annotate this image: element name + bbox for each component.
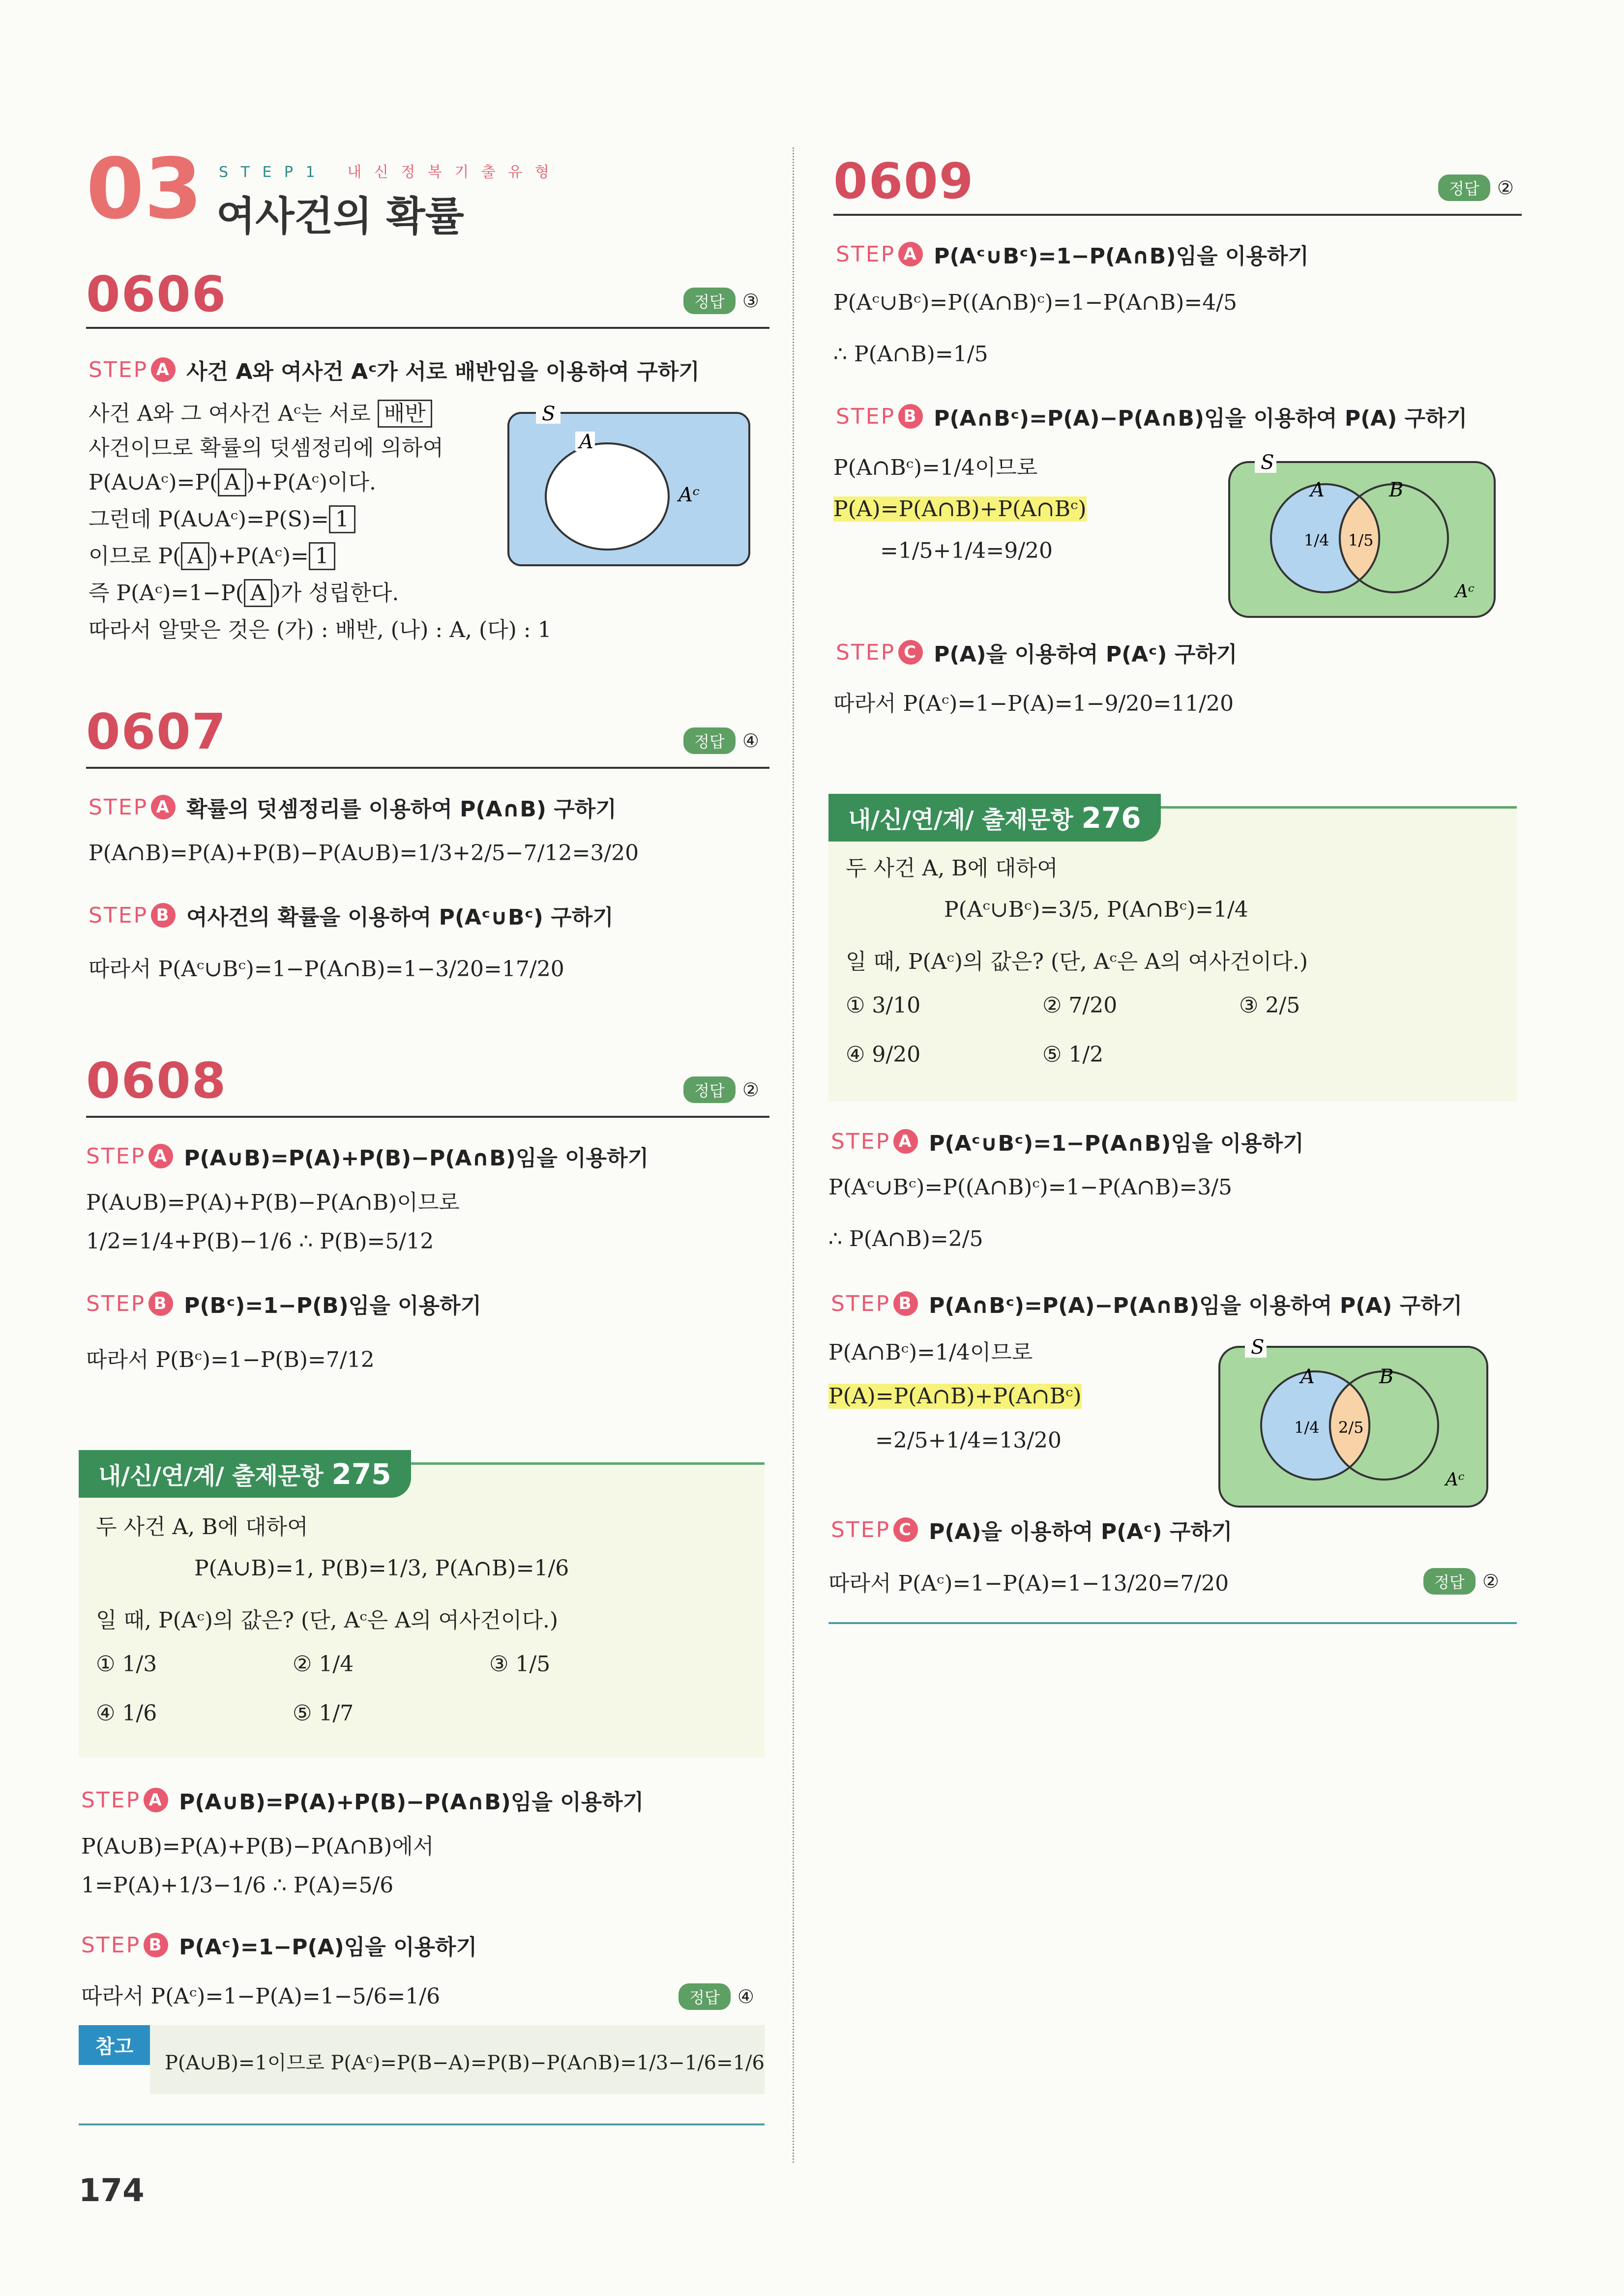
note-text-275: P(A∪B)=1이므로 P(Aᶜ)=P(B−A)=P(B)−P(A∩B)=1/3−1/6=1/6 [165, 2052, 765, 2074]
line-0609-a2: ∴ P(A∩B)=1/5 [833, 342, 988, 367]
step-label [219, 160, 553, 181]
choice-275-1[interactable]: ① 1/3 [96, 1652, 157, 1677]
venn-label-s: S [1261, 451, 1274, 474]
step-badge: STEP B [831, 1291, 918, 1316]
choice-275-2[interactable]: ② 1/4 [293, 1652, 354, 1677]
line-275-a2: 1=P(A)+1/3−1/6 ∴ P(A)=5/6 [81, 1873, 394, 1898]
step-badge: STEP A [81, 1788, 168, 1813]
step-text: 확률의 덧셈정리를 이용하여 P(A∩B) 구하기 [186, 797, 617, 822]
step-text: 사건 A와 여사건 Aᶜ가 서로 배반임을 이용하여 구하기 [186, 359, 700, 384]
step-text: P(Aᶜ∪Bᶜ)=1−P(A∩B)임을 이용하기 [934, 244, 1309, 269]
q-276-2: P(Aᶜ∪Bᶜ)=3/5, P(A∩Bᶜ)=1/4 [944, 897, 1248, 922]
venn-label-b: B [1389, 479, 1404, 501]
venn-label-a: A [579, 431, 593, 453]
line-0608-a2: 1/2=1/4+P(B)−1/6 ∴ P(B)=5/12 [86, 1229, 434, 1254]
chapter-number: 03 [86, 141, 203, 238]
line-0606-2: 사건이므로 확률의 덧셈정리에 의하여 [89, 436, 444, 461]
step-b-0607 [89, 900, 614, 931]
bottom-rule-right [828, 1622, 1517, 1624]
answer-value: ② [1482, 1570, 1499, 1592]
venn-value-mid: 2/5 [1338, 1418, 1364, 1437]
line-0606-4: 그런데 P(A∪Aᶜ)=P(S)= 1 [89, 501, 355, 533]
bottom-rule-left [79, 2123, 765, 2125]
step-text: P(A∩Bᶜ)=P(A)−P(A∩B)임을 이용하여 P(A) 구하기 [929, 1293, 1463, 1318]
q-276-1: 두 사건 A, B에 대하여 [846, 856, 1058, 881]
choice-275-4[interactable]: ④ 1/6 [96, 1701, 157, 1726]
step-b-276 [831, 1288, 1462, 1319]
line-275-b: 따라서 P(Aᶜ)=1−P(A)=1−5/6=1/6 [81, 1984, 441, 2009]
step-a-276 [831, 1126, 1304, 1157]
rule-0607 [86, 767, 769, 769]
step-c-276 [831, 1514, 1232, 1545]
answer-value: ② [742, 1079, 759, 1101]
line-0607-b: 따라서 P(Aᶜ∪Bᶜ)=1−P(A∩B)=1−3/20=17/20 [89, 957, 564, 982]
rule-0606 [86, 327, 769, 329]
answer-badge: 정답 [679, 1983, 731, 2010]
answer-badge: 정답 [683, 1076, 736, 1103]
choice-276-1[interactable]: ① 3/10 [846, 993, 921, 1018]
venn-diagram-0609 [1224, 447, 1500, 624]
step-text: P(Bᶜ)=1−P(B)임을 이용하기 [184, 1293, 482, 1318]
answer-value: ④ [742, 730, 759, 752]
step-a-275 [81, 1784, 644, 1816]
q-276-3: 일 때, P(Aᶜ)의 값은? (단, Aᶜ은 A의 여사건이다.) [846, 949, 1308, 974]
step-text: P(A∪B)=P(A)+P(B)−P(A∩B)임을 이용하기 [179, 1790, 644, 1815]
line-0609-a1: P(Aᶜ∪Bᶜ)=P((A∩B)ᶜ)=1−P(A∩B)=4/5 [833, 290, 1238, 315]
venn-label-a: A [1310, 479, 1325, 501]
choice-275-3[interactable]: ③ 1/5 [489, 1652, 551, 1677]
step-text: P(A∪B)=P(A)+P(B)−P(A∩B)임을 이용하기 [184, 1146, 649, 1171]
line-276-c: 따라서 P(Aᶜ)=1−P(A)=1−13/20=7/20 [828, 1571, 1229, 1596]
answer-0609 [1438, 174, 1514, 201]
venn-label-ac: Aᶜ [679, 484, 700, 506]
step-c-0609 [836, 637, 1237, 668]
venn-diagram-276 [1214, 1332, 1495, 1514]
choice-276-2[interactable]: ② 7/20 [1042, 993, 1118, 1018]
answer-value: ④ [737, 1986, 754, 2007]
step-b-0609 [836, 401, 1467, 432]
line-0609-b1: P(A∩Bᶜ)=1/4이므로 [833, 455, 1038, 480]
answer-0606 [683, 288, 759, 314]
venn-label-a: A [1300, 1366, 1315, 1388]
step-badge: STEP A [86, 1144, 173, 1169]
line-276-a2: ∴ P(A∩B)=2/5 [828, 1226, 983, 1251]
step-a-0608 [86, 1140, 649, 1172]
q-275-2: P(A∪B)=1, P(B)=1/3, P(A∩B)=1/6 [194, 1556, 569, 1581]
step-b-0608 [86, 1288, 481, 1319]
step-badge: STEP B [836, 404, 923, 429]
answer-value: ② [1497, 177, 1514, 199]
problem-number-0606: 0606 [86, 265, 227, 323]
choice-276-5[interactable]: ⑤ 1/2 [1042, 1042, 1104, 1067]
step-badge: STEP B [89, 903, 176, 928]
answer-value: ③ [742, 290, 759, 312]
answer-0608 [683, 1076, 759, 1103]
problem-number-0608: 0608 [86, 1052, 227, 1109]
line-0606-7: 따라서 알맞은 것은 (가) : 배반, (나) : A, (다) : 1 [89, 617, 552, 642]
step-badge: STEP C [836, 640, 923, 665]
step-badge: STEP A [89, 795, 176, 820]
tag-276: 내/신/연/계/ 출제문항 276 [828, 794, 1161, 842]
step-text: 여사건의 확률을 이용하여 P(Aᶜ∪Bᶜ) 구하기 [186, 905, 614, 930]
line-0609-b3: =1/5+1/4=9/20 [880, 538, 1053, 563]
venn-label-ac: Aᶜ [1446, 1470, 1465, 1490]
step-text: P(A)을 이용하여 P(Aᶜ) 구하기 [934, 642, 1238, 667]
line-0606-1: 사건 A와 그 여사건 Aᶜ는 서로 배반 [89, 396, 432, 427]
page-title: 여사건의 확률 [216, 193, 464, 240]
venn-label-s: S [1251, 1336, 1265, 1359]
step-badge: STEP B [81, 1933, 168, 1958]
step-text: P(Aᶜ)=1−P(A)임을 이용하기 [179, 1935, 477, 1960]
step-text: P(Aᶜ∪Bᶜ)=1−P(A∩B)임을 이용하기 [929, 1131, 1304, 1156]
answer-badge: 정답 [1423, 1568, 1476, 1595]
step-text: P(A∩Bᶜ)=P(A)−P(A∩B)임을 이용하여 P(A) 구하기 [934, 406, 1468, 431]
venn-label-s: S [542, 403, 556, 425]
line-276-b1: P(A∩Bᶜ)=1/4이므로 [828, 1340, 1033, 1365]
problem-number-0607: 0607 [86, 703, 227, 760]
line-0608-b: 따라서 P(Bᶜ)=1−P(B)=7/12 [86, 1347, 375, 1372]
choice-276-3[interactable]: ③ 2/5 [1239, 993, 1300, 1018]
tag-275: 내/신/연/계/ 출제문항 275 [79, 1450, 411, 1498]
q-275-3: 일 때, P(Aᶜ)의 값은? (단, Aᶜ은 A의 여사건이다.) [96, 1608, 559, 1633]
venn-diagram-0606 [506, 403, 752, 575]
rule-0609 [833, 214, 1522, 216]
step-badge: STEP A [89, 357, 176, 382]
step-badge: STEP A [831, 1129, 918, 1154]
line-0607-a: P(A∩B)=P(A)+P(B)−P(A∪B)=1/3+2/5−7/12=3/20 [89, 841, 639, 866]
venn-label-b: B [1379, 1366, 1394, 1388]
step-badge: STEP A [836, 242, 923, 267]
answer-badge: 정답 [1438, 174, 1490, 201]
line-0606-5: 이므로 P( A )+P(Aᶜ)= 1 [89, 538, 335, 570]
line-276-b3: =2/5+1/4=13/20 [875, 1428, 1062, 1453]
venn-label-ac: Aᶜ [1455, 581, 1475, 602]
choice-276-4[interactable]: ④ 9/20 [846, 1042, 921, 1067]
step-b-275 [81, 1929, 477, 1961]
step-text: P(A)을 이용하여 P(Aᶜ) 구하기 [929, 1519, 1233, 1544]
choice-275-5[interactable]: ⑤ 1/7 [293, 1701, 354, 1726]
answer-276 [1423, 1568, 1499, 1595]
page-number: 174 [79, 2173, 145, 2209]
answer-badge: 정답 [683, 727, 736, 754]
step-a-0606 [89, 354, 700, 385]
step-a-0609 [836, 238, 1309, 270]
note-tag: 참고 [79, 2025, 150, 2065]
q-275-1: 두 사건 A, B에 대하여 [96, 1514, 308, 1540]
rule-0608 [86, 1116, 769, 1118]
line-0609-c: 따라서 P(Aᶜ)=1−P(A)=1−9/20=11/20 [833, 691, 1234, 716]
line-275-a1: P(A∪B)=P(A)+P(B)−P(A∩B)에서 [81, 1834, 434, 1859]
problem-number-0609: 0609 [833, 152, 974, 210]
venn-value-left: 1/4 [1294, 1418, 1320, 1437]
step-badge: STEP B [86, 1291, 173, 1316]
venn-value-mid: 1/5 [1348, 531, 1374, 550]
step-a-0607 [89, 791, 617, 823]
step-label-text: S T E P 1 [219, 164, 319, 181]
step-badge: STEP C [831, 1517, 918, 1542]
venn-value-left: 1/4 [1304, 531, 1329, 550]
answer-275 [679, 1983, 754, 2010]
line-0606-6: 즉 P(Aᶜ)=1−P( A )가 성립한다. [89, 575, 399, 607]
line-276-a1: P(Aᶜ∪Bᶜ)=P((A∩B)ᶜ)=1−P(A∩B)=3/5 [828, 1175, 1233, 1200]
column-divider [793, 147, 794, 2163]
line-276-b2: P(A)=P(A∩B)+P(A∩Bᶜ) [828, 1384, 1082, 1409]
step-desc: 내 신 정 복 기 출 유 형 [347, 164, 553, 181]
answer-badge: 정답 [683, 288, 736, 314]
line-0608-a1: P(A∪B)=P(A)+P(B)−P(A∩B)이므로 [86, 1190, 460, 1215]
line-0609-b2: P(A)=P(A∩B)+P(A∩Bᶜ) [833, 496, 1087, 522]
line-0606-3: P(A∪Aᶜ)=P( A )+P(Aᶜ)이다. [89, 465, 376, 496]
answer-0607 [683, 727, 759, 754]
